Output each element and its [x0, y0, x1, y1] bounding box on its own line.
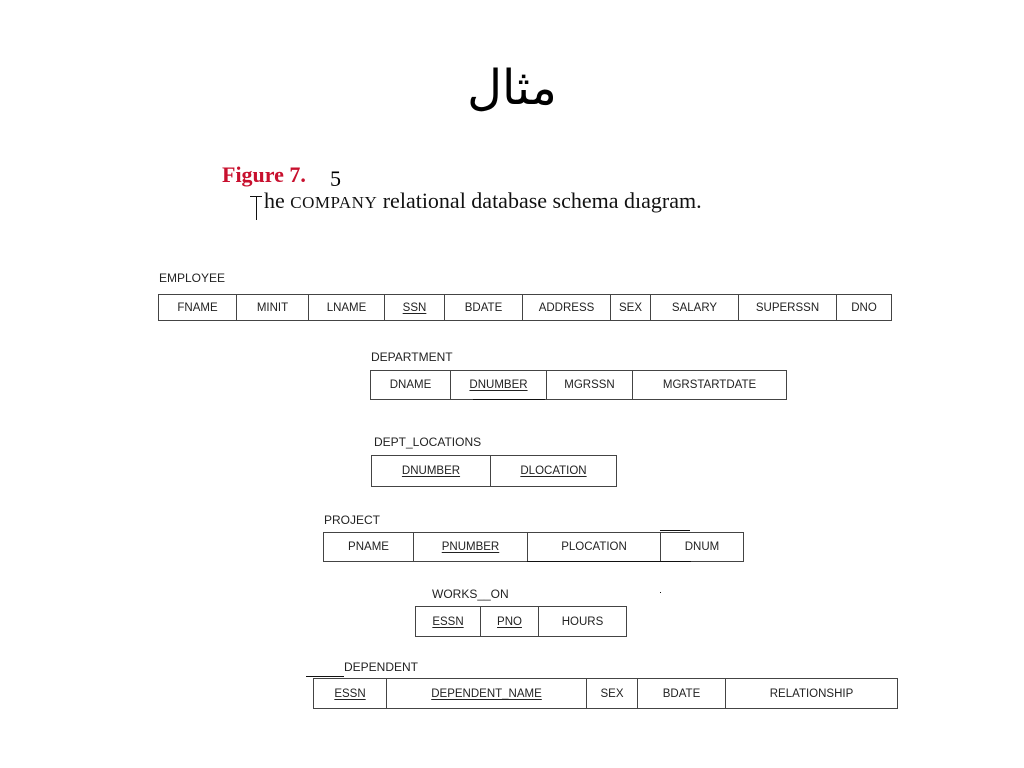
relation-table-department: [370, 370, 787, 400]
attribute-cell: PNAME: [324, 533, 414, 561]
attribute-cell-key: DNUMBER: [451, 371, 547, 399]
relation-table-dependent: [313, 678, 898, 709]
attribute-cell-key: ESSN: [416, 607, 481, 636]
caption-rest: relational database schema dıagram.: [377, 188, 702, 213]
attribute-cell-key: DLOCATION: [520, 465, 587, 477]
relation-name-dept-locations: DEPT_LOCATIONS: [374, 435, 482, 449]
attribute-cell: BDATE: [638, 679, 726, 708]
attribute-cell-key: PNO: [481, 607, 539, 636]
attribute-cell: MGRSSN: [547, 371, 633, 399]
attribute-cell: DNAME: [371, 371, 451, 399]
scan-mark: [473, 399, 545, 400]
attribute-cell: DNUM: [684, 541, 720, 553]
attribute-cell: SEX: [587, 679, 638, 708]
relation-table-project: [323, 532, 744, 562]
scan-mark: [660, 592, 661, 593]
attribute-cell: FNAME: [159, 295, 237, 320]
scan-mark: [306, 676, 344, 677]
attribute-cell: MINIT: [237, 295, 309, 320]
attribute-cell: HOURS: [561, 615, 604, 628]
attribute-cell-key: PNUMBER: [414, 533, 528, 561]
attribute-cell: RELATIONSHIP: [769, 687, 854, 700]
relation-table-works-on: [415, 606, 627, 637]
scan-mark: [527, 561, 691, 562]
relation-name-department: DEPARTMENT: [371, 350, 453, 364]
relation-name-project: PROJECT: [324, 513, 381, 527]
attribute-cell-key: DEPENDENT_NAME: [387, 679, 587, 708]
attribute-cell-key: ESSN: [314, 679, 387, 708]
attribute-cell: BDATE: [445, 295, 523, 320]
attribute-cell: ADDRESS: [523, 295, 611, 320]
attribute-cell-key: SSN: [385, 295, 445, 320]
relation-table-dept-locations: [371, 455, 617, 487]
attribute-cell: SALARY: [651, 295, 739, 320]
attribute-cell-key: DNUMBER: [372, 456, 491, 486]
relation-name-works-on: WORKS__ON: [432, 587, 509, 601]
scan-mark: [660, 530, 690, 531]
attribute-cell: SEX: [611, 295, 651, 320]
caption-lead: he: [264, 188, 291, 213]
attribute-cell: DNO: [851, 301, 877, 314]
attribute-cell: LNAME: [309, 295, 385, 320]
figure-label: Figure 7.: [222, 162, 306, 187]
attribute-cell: MGRSTARTDATE: [662, 379, 757, 391]
attribute-cell: PLOCATION: [528, 533, 661, 561]
relation-name-employee: EMPLOYEE: [159, 271, 226, 285]
slide-title: مثال: [467, 60, 557, 116]
figure-caption: [252, 188, 702, 214]
relation-name-dependent: DEPENDENT: [344, 660, 419, 674]
figure-number-fragment: 5: [330, 166, 341, 191]
caption-initial-glyph: [250, 196, 264, 220]
relation-table-employee: [158, 294, 892, 321]
attribute-cell: SUPERSSN: [739, 295, 837, 320]
caption-smallcaps: COMPANY: [290, 193, 378, 212]
